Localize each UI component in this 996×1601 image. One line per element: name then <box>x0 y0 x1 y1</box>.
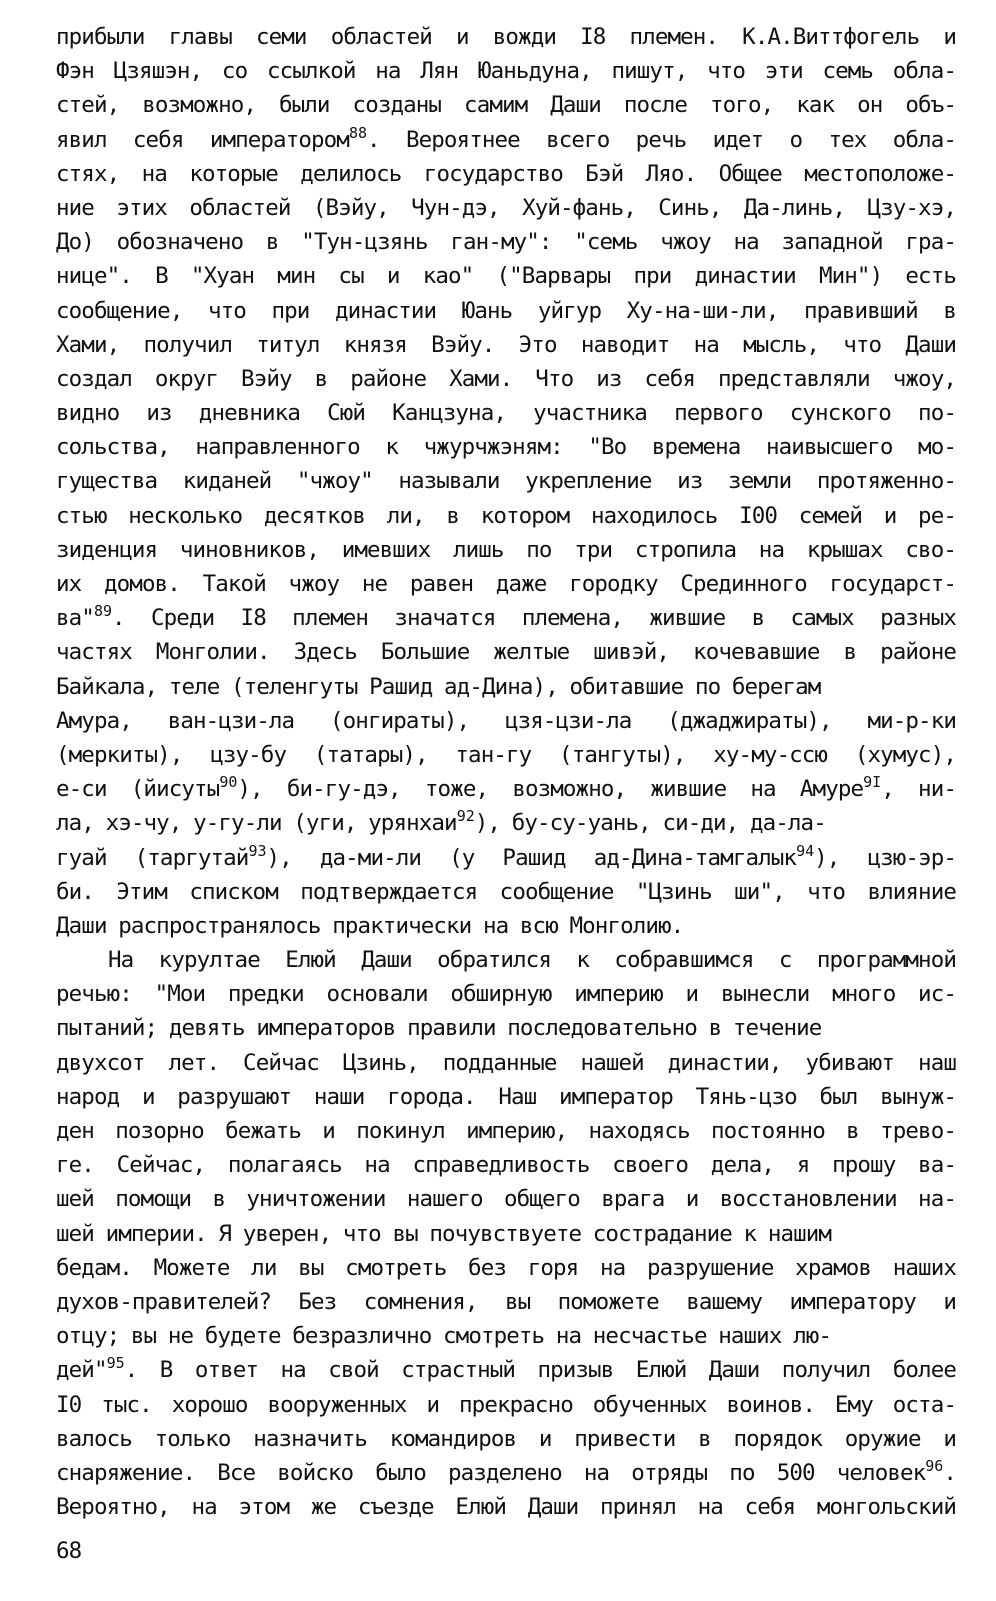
text-segment: . <box>943 1459 956 1486</box>
text-segment: , ни- <box>881 776 956 803</box>
text-line <box>56 1456 956 1490</box>
text-line <box>56 191 956 225</box>
text-segment: гущества киданей "чжоу" называли укрепление из земли протяженно- <box>56 468 956 495</box>
footnote-ref: 96 <box>925 1456 944 1475</box>
text-segment: речью: "Мои предки основали обширную империю и вынесли много ис- <box>56 981 956 1008</box>
text-line <box>56 1319 956 1353</box>
text-segment: би. Этим списком подтверждается сообщение "Цзинь ши", что влияние <box>56 878 956 905</box>
text-segment: I0 тыс. хорошо вооруженных и прекрасно обученных воинов. Ему оста- <box>56 1391 956 1418</box>
text-segment: Фэн Цзяшэн, со ссылкой на Лян Юаньдуна, пишут, что эти семь обла- <box>56 58 956 85</box>
text-line <box>56 1182 956 1216</box>
text-line <box>56 499 956 533</box>
text-segment: Хами, получил титул князя Вэйу. Это наводит на мысль, что Даши <box>56 331 956 358</box>
text-segment: До) обозначено в "Тун-цзянь ган-му": "семь чжоу на западной гра- <box>56 229 956 256</box>
text-segment: сольства, направленного к чжурчжэням: "Во времена наивысшего мо- <box>56 434 956 461</box>
text-segment: их домов. Такой чжоу не равен даже городку Срединного государст- <box>56 571 956 597</box>
text-segment: ва" <box>56 605 94 632</box>
footnote-ref: 93 <box>248 841 267 860</box>
text-segment: стях, на которые делилось государство Бэй Ляо. Общее местоположе- <box>56 160 956 187</box>
text-segment: ), бу-су-уань, си-ди, да-ла- <box>474 810 826 837</box>
text-segment: . В ответ на свой страстный призыв Елюй Даши получил более <box>124 1357 956 1384</box>
text-line <box>56 977 956 1011</box>
text-segment: частях Монголии. Здесь Большие желтые шивэй, кочевавшие в районе <box>56 639 956 666</box>
text-segment: пытаний; девять императоров правили последовательно в течение <box>56 1015 822 1042</box>
body-text <box>56 20 956 1524</box>
text-line <box>56 1080 956 1114</box>
footnote-ref: 88 <box>348 123 367 142</box>
text-segment: Вероятно, на этом же съезде Елюй Даши принял на себя монгольский <box>56 1494 956 1521</box>
text-segment: валось только назначить командиров и привести в порядок оружие и <box>56 1425 956 1452</box>
text-line <box>56 567 956 601</box>
text-segment: Даши распространялось практически на всю Монголию. <box>56 912 684 939</box>
text-segment: духов-правителей? Без сомнения, вы поможете вашему императору и <box>56 1288 956 1315</box>
text-segment: сообщение, что при династии Юань уйгур Ху-на-ши-ли, правивший в <box>56 297 956 324</box>
text-segment: гуай (таргутай <box>56 844 249 871</box>
text-line <box>56 464 956 498</box>
text-line <box>56 909 956 943</box>
text-line <box>56 635 956 669</box>
text-line <box>56 362 956 396</box>
footnote-ref: 90 <box>219 773 238 792</box>
text-line <box>56 1388 956 1422</box>
text-line <box>56 875 956 909</box>
text-segment: . Вероятнее всего речь идет о тех обла- <box>367 126 956 153</box>
text-line <box>56 54 956 88</box>
text-line <box>56 1011 956 1045</box>
text-segment: . Среди I8 племен значатся племена, жившие в самых разных <box>112 605 956 632</box>
text-line <box>56 294 956 328</box>
text-line <box>56 943 956 977</box>
text-line <box>56 1217 956 1251</box>
text-segment: шей помощи в уничтожении нашего общего врага и восстановлении на- <box>56 1186 956 1213</box>
text-segment: ), би-гу-дэ, тоже, возможно, жившие на Амуре <box>237 776 864 803</box>
text-segment: дей" <box>56 1357 107 1384</box>
text-segment: ге. Сейчас, полагаясь на справедливость своего дела, я прошу ва- <box>56 1152 956 1179</box>
text-segment: народ и разрушают наши города. Наш император Тянь-цзо был вынуж- <box>56 1083 956 1110</box>
footnote-ref: 9I <box>863 773 882 792</box>
text-line <box>56 806 956 840</box>
page-number: 68 <box>56 1538 82 1564</box>
text-line <box>56 670 956 704</box>
footnote-ref: 95 <box>106 1354 125 1373</box>
text-segment: прибыли главы семи областей и вожди I8 племен. К.А.Виттфогель и <box>56 24 956 50</box>
text-line <box>56 225 956 259</box>
text-segment: е-си (йисуты <box>56 776 220 803</box>
text-segment: Амура, ван-цзи-ла (онгираты), цзя-цзи-ла (джаджираты), ми-р-ки <box>56 707 956 734</box>
text-segment: ние этих областей (Вэйу, Чун-дэ, Хуй-фань, Синь, Да-линь, Цзу-хэ, <box>56 194 956 221</box>
text-line <box>56 1422 956 1456</box>
text-segment: видно из дневника Сюй Канцзуна, участника первого сунского по- <box>56 400 956 427</box>
text-line <box>56 1353 956 1387</box>
text-segment: (меркиты), цзу-бу (татары), тан-гу (тангуты), ху-му-ссю (хумус), <box>56 741 956 768</box>
text-line <box>56 123 956 157</box>
text-segment: двухсот лет. Сейчас Цзинь, подданные нашей династии, убивают наш <box>56 1049 956 1076</box>
text-line <box>56 259 956 293</box>
text-line <box>56 1046 956 1080</box>
text-line <box>56 738 956 772</box>
text-segment: ла, хэ-чу, у-гу-ли (уги, урянхаи <box>56 810 457 837</box>
text-line <box>56 1285 956 1319</box>
text-segment: ), цзю-эр- <box>814 844 956 871</box>
text-line <box>56 1251 956 1285</box>
text-segment: нице". В "Хуан мин сы и као" ("Варвары при династии Мин") есть <box>56 263 956 290</box>
footnote-ref: 92 <box>456 807 475 826</box>
text-segment: зиденция чиновников, имевших лишь по три стропила на крышах сво- <box>56 536 956 563</box>
text-line <box>56 328 956 362</box>
text-line <box>56 772 956 806</box>
text-line <box>56 88 956 122</box>
text-segment: ), да-ми-ли (у Рашид ад-Дина-тамгалык <box>266 844 797 871</box>
text-segment: отцу; вы не будете безразлично смотреть на несчастье наших лю- <box>56 1323 832 1350</box>
text-line <box>56 20 956 54</box>
text-line <box>56 1114 956 1148</box>
text-segment: шей империи. Я уверен, что вы почувствуете сострадание к нашим <box>56 1220 832 1247</box>
footnote-ref: 94 <box>796 841 815 860</box>
text-segment: создал округ Вэйу в районе Хами. Что из себя представляли чжоу, <box>56 365 956 392</box>
text-line <box>56 430 956 464</box>
text-line <box>56 1148 956 1182</box>
text-segment: стей, возможно, были созданы самим Даши после того, как он объ- <box>56 92 956 119</box>
text-segment: снаряжение. Все войско было разделено на отряды по 500 человек <box>56 1459 926 1486</box>
text-line <box>56 1490 956 1524</box>
text-segment: Байкала, теле (теленгуты Рашид ад-Дина), обитавшие по берегам <box>56 673 821 700</box>
text-segment: явил себя императором <box>56 126 349 153</box>
text-segment: бедам. Можете ли вы смотреть без горя на разрушение храмов наших <box>56 1254 956 1281</box>
text-segment: стью несколько десятков ли, в котором находилось I00 семей и ре- <box>56 502 956 529</box>
text-segment: На курултае Елюй Даши обратился к собравшимся с программной <box>108 947 956 974</box>
text-line <box>56 157 956 191</box>
text-line <box>56 601 956 635</box>
text-line <box>56 841 956 875</box>
text-line <box>56 396 956 430</box>
text-line <box>56 704 956 738</box>
text-segment: ден позорно бежать и покинул империю, находясь постоянно в трево- <box>56 1118 956 1144</box>
footnote-ref: 89 <box>93 602 113 621</box>
text-line <box>56 533 956 567</box>
